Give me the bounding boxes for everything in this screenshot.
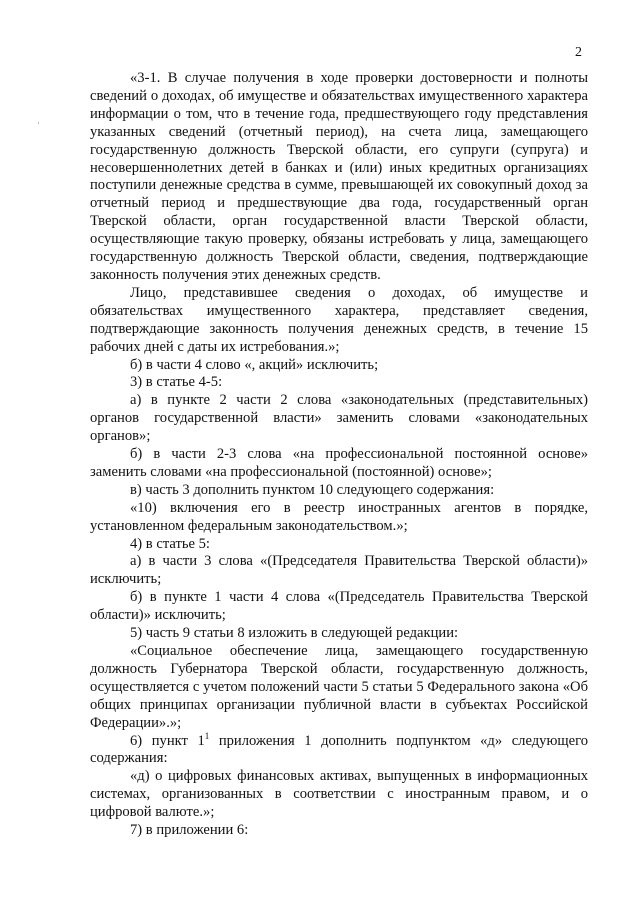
page-number: 2 [575,45,582,60]
paragraph-item-d: «д) о цифровых финансовых активах, выпущенных в информационных системах, организованных в соответствии с иностранным правом, и о цифровой валюте.»; [90,768,588,821]
item-6-start: 6) пункт 1 [130,732,205,749]
paragraph-item-4b: б) в пункте 1 части 4 слова «(Председатель Правительства Тверской области)» исключить; [90,589,588,624]
paragraph-item-5: 5) часть 9 статьи 8 изложить в следующей редакции: [130,625,459,642]
paragraph-item-4: 4) в статье 5: [130,535,210,552]
paragraph-item-10: «10) включения его в реестр иностранных агентов в порядке, установленном федеральным законодательством.»; [90,499,588,534]
paragraph-item-4a: а) в части 3 слова «(Председателя Правительства Тверской области)» исключить; [90,553,588,588]
paragraph-item-3b: б) в части 2-3 слова «на профессиональной постоянной основе» заменить словами «на профессиональной (постоянной) основе»; [90,446,588,480]
paragraph-person-submitted: Лицо, представившее сведения о доходах, об имуществе и обязательствах имущественного характера, представляет сведения, подтверждающие законность получения денежных средств, в течение 15 рабочих дней с даты их истребования.»; [90,284,588,355]
paragraph-item-3: 3) в статье 4-5: [130,374,223,391]
scan-mark [38,122,39,124]
paragraph-item-3v: в) часть 3 дополнить пунктом 10 следующего содержания: [130,481,495,498]
item-6-end: приложения 1 дополнить подпунктом «д» следующего содержания: [90,732,588,767]
paragraph-item-3a: а) в пункте 2 части 2 слова «законодательных (представительных) органов государственной власти» заменить словами «законодательных органов»; [90,392,588,445]
paragraph-item-7: 7) в приложении 6: [130,822,249,839]
item-6-superscript: 1 [204,730,210,741]
paragraph-item-b-part4: б) в части 4 слово «, акций» исключить; [130,356,379,373]
paragraph-3-1: «3-1. В случае получения в ходе проверки достоверности и полноты сведений о доходах, об имуществе и обязательствах имущественного характера информации о том, что в течение года, предшествующего году представления указанных сведений (отчетный период), на счета лица, замещающего государственную должность Тверской области, его супруги (супруга) и несовершеннолетних детей в банках и (или) иных кредитных организациях поступили денежные средства в сумме, превышающей их совокупный доход за отчетный период и предшествующие два года, государственный орган Тверской области, орган государственной власти Тверской области, осуществляющие такую проверку, обязаны истребовать у лица, замещающего государственную должность Тверской области, сведения, подтверждающие законность получения этих денежных средств. [90,70,588,283]
paragraph-social-security: «Социальное обеспечение лица, замещающего государственную должность Губернатора Тверской области, государственную должность, осуществляется с учетом положений части 5 статьи 5 Федерального закона «Об общих принципах организации публичной власти в субъектах Российской Федерации».»; [90,643,588,731]
document-body [90,70,588,840]
paragraph-item-6 [90,730,588,769]
